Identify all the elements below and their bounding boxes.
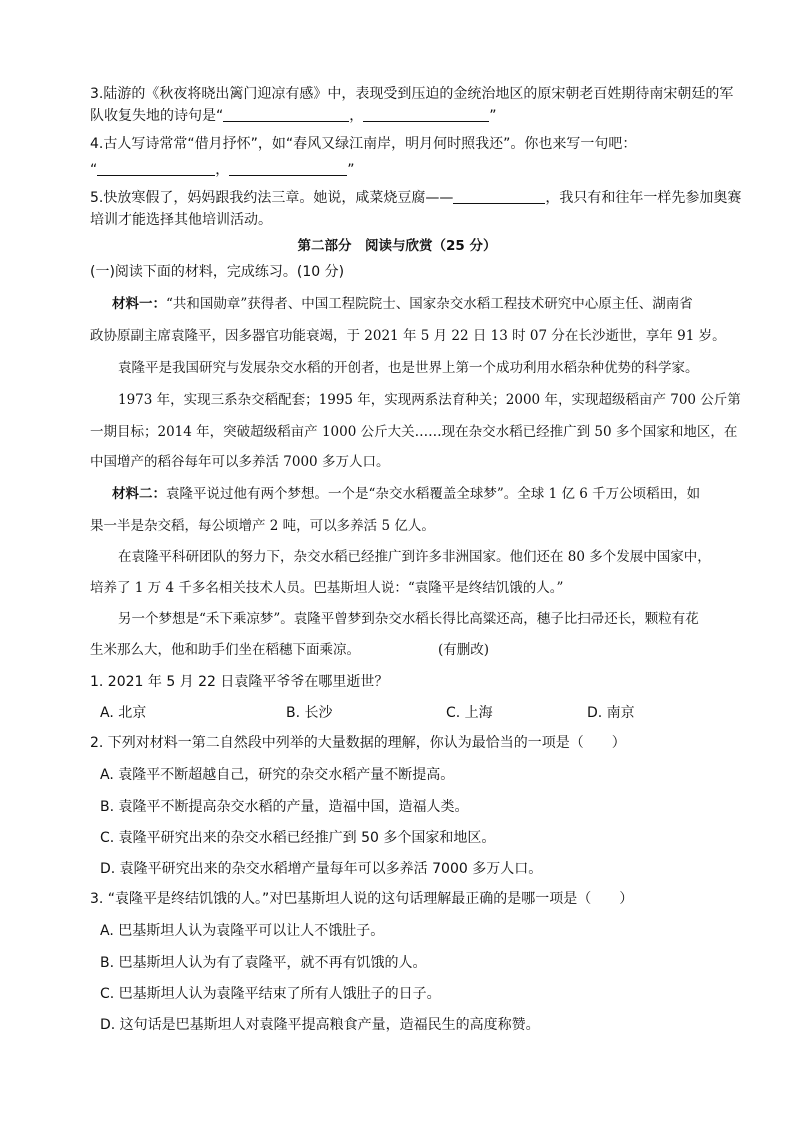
q5-line1 xyxy=(90,188,741,208)
material1-p2: 袁隆平是我国研究与发展杂交水稻的开创者，也是世界上第一个成功利用水稻杂种优势的科学家。 xyxy=(118,360,699,376)
question-1-option-a[interactable]: A. 北京 xyxy=(100,705,147,721)
question-2-option-b[interactable]: B. 袁隆平不断提高杂交水稻的产量，造福中国，造福人类。 xyxy=(100,799,469,815)
material1-label: 材料一： xyxy=(112,296,166,312)
q3-line2-sep: ， xyxy=(349,108,364,124)
q3-answer-blank-2[interactable] xyxy=(363,107,489,122)
question-3-option-b[interactable]: B. 巴基斯坦人认为有了袁隆平，就不再有饥饿的人。 xyxy=(100,955,427,971)
section-title: 第二部分 阅读与欣赏（25 分） xyxy=(297,238,497,254)
material1-p1-line1 xyxy=(112,294,693,314)
q5-answer-blank[interactable] xyxy=(453,189,545,204)
question-2-option-d[interactable]: D. 袁隆平研究出来的杂交水稻增产量每年可以多养活 7000 多万人口。 xyxy=(100,861,543,877)
q4-line2 xyxy=(90,160,355,180)
q4-answer-blank-1[interactable] xyxy=(97,161,215,176)
question-1-option-b[interactable]: B. 长沙 xyxy=(286,705,333,721)
material1-p1-line2: 政协原副主席袁隆平，因多器官功能衰竭，于 2021 年 5 月 22 日 13 时 07 分在长沙逝世，享年 91 岁。 xyxy=(90,328,726,344)
q4-answer-blank-2[interactable] xyxy=(229,161,347,176)
material1-p3-line2: 一期目标；2014 年，突破超级稻亩产 1000 公斤大关……现在杂交水稻已经推广到 50 多个国家和地区，在 xyxy=(90,424,738,440)
q4-line2-sep: ， xyxy=(215,162,230,178)
q5-line1-prefix: 5.快放寒假了，妈妈跟我约法三章。她说，咸菜烧豆腐—— xyxy=(90,190,454,206)
question-3-stem: 3. “袁隆平是终结饥饿的人。”对巴基斯坦人说的这句话理解最正确的是哪一项是（ ） xyxy=(90,891,634,907)
q4-line1: 4.古人写诗常常“借月抒怀”，如“春风又绿江南岸，明月何时照我还”。你也来写一句吧： xyxy=(90,136,637,152)
material2-p1-line1 xyxy=(112,484,700,504)
material1-p3-line1: 1973 年，实现三系杂交稻配套；1995 年，实现两系法育种关；2000 年，实现超级稻亩产 700 公斤第 xyxy=(118,392,741,408)
material2-p1-text: 袁隆平说过他有两个梦想。一个是“杂交水稻覆盖全球梦”。全球 1 亿 6 千万公顷稻田，如 xyxy=(166,486,701,502)
question-3-option-c[interactable]: C. 巴基斯坦人认为袁隆平结束了所有人饿肚子的日子。 xyxy=(100,986,441,1002)
question-2-option-a[interactable]: A. 袁隆平不断超越自己，研究的杂交水稻产量不断提高。 xyxy=(100,767,455,783)
q3-line2 xyxy=(90,106,497,126)
material1-p1-text: “共和国勋章”获得者、中国工程院院士、国家杂交水稻工程技术研究中心原主任、湖南省 xyxy=(166,296,693,312)
q3-line1: 3.陆游的《秋夜将晓出篱门迎凉有感》中，表现受到压迫的金统治地区的原宋朝老百姓期待南宋朝廷的军 xyxy=(90,86,734,102)
material2-p3-line1: 另一个梦想是“禾下乘凉梦”。袁隆平曾梦到杂交水稻长得比高粱还高，穗子比扫帚还长，颗粒有花 xyxy=(118,611,699,627)
material2-label: 材料二： xyxy=(112,486,166,502)
q3-line2-prefix: 队收复失地的诗句是“ xyxy=(90,108,224,124)
material2-note: (有删改) xyxy=(438,642,490,658)
subsection-instruction: (一)阅读下面的材料，完成练习。(10 分) xyxy=(90,264,345,280)
q3-line2-end: ” xyxy=(489,108,497,124)
question-3-option-d[interactable]: D. 这句话是巴基斯坦人对袁隆平提高粮食产量，造福民生的高度称赞。 xyxy=(100,1017,540,1033)
question-1-option-d[interactable]: D. 南京 xyxy=(587,705,635,721)
material2-p3-line2: 生米那么大，他和助手们坐在稻穗下面乘凉。 xyxy=(90,642,360,658)
question-2-option-c[interactable]: C. 袁隆平研究出来的杂交水稻已经推广到 50 多个国家和地区。 xyxy=(100,830,496,846)
question-1-option-c[interactable]: C. 上海 xyxy=(446,705,493,721)
material2-p2-line1: 在袁隆平科研团队的努力下，杂交水稻已经推广到许多非洲国家。他们还在 80 多个发展中国家中， xyxy=(118,549,711,565)
question-3-option-a[interactable]: A. 巴基斯坦人认为袁隆平可以让人不饿肚子。 xyxy=(100,923,385,939)
q5-line2: 培训才能选择其他培训活动。 xyxy=(90,212,272,228)
question-2-stem: 2. 下列对材料一第二自然段中列举的大量数据的理解，你认为最恰当的一项是（ ） xyxy=(90,735,626,751)
material1-p3-line3: 中国增产的稻谷每年可以多养活 7000 多万人口。 xyxy=(90,454,390,470)
q4-line2-end: ” xyxy=(347,162,355,178)
material2-p2-line2: 培养了 1 万 4 千多名相关技术人员。巴基斯坦人说：“袁隆平是终结饥饿的人。” xyxy=(90,580,564,596)
material2-p1-line2: 果一半是杂交稻，每公顷增产 2 吨，可以多养活 5 亿人。 xyxy=(90,518,435,534)
question-1-stem: 1. 2021 年 5 月 22 日袁隆平爷爷在哪里逝世？ xyxy=(90,674,389,690)
q3-answer-blank-1[interactable] xyxy=(223,107,349,122)
q4-line2-prefix: “ xyxy=(90,162,98,178)
q5-line1-suffix: ，我只有和往年一样先参加奥赛 xyxy=(545,190,742,206)
